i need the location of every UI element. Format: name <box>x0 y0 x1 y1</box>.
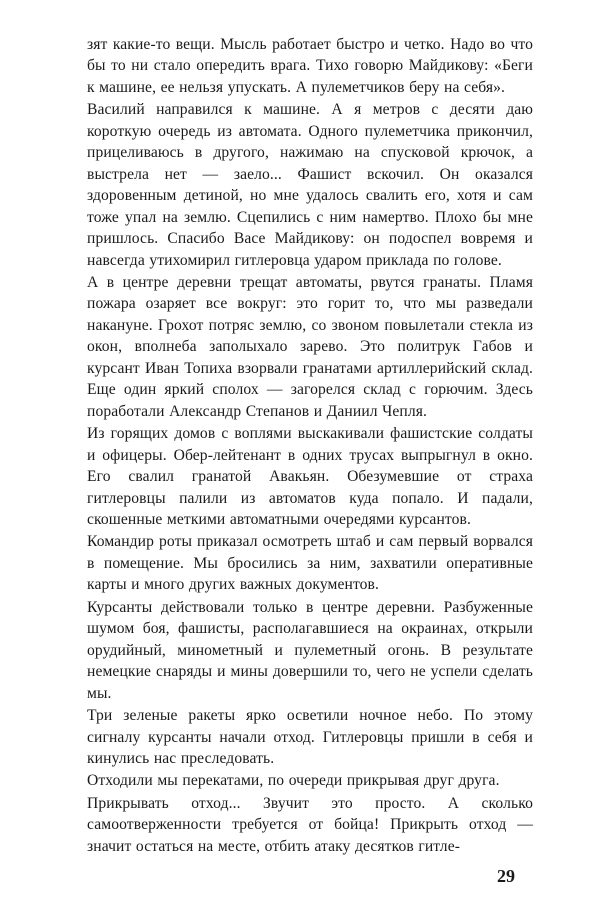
paragraph: Василий направился к машине. А я метров с десяти даю короткую очередь из автомата. Одного пулеметчика прикончил, прицеливаюсь в другого, нажимаю на спусковой крючок, а выстрела нет — заело... Фашист вскочил. Он оказался здоровенным детиной, но мне удалось свалить его, хотя и сам тоже упал на землю. Сцепились с ним намертво. Плохо бы мне пришлось. Спасибо Васе Майдикову: он подоспел вовремя и навсегда утихомирил гитлеровца ударом приклада по голове. <box>87 101 533 269</box>
paragraph: Курсанты действовали только в центре деревни. Разбуженные шумом боя, фашисты, располагавшиеся на окраинах, открыли орудийный, минометный и пулеметный огонь. В результате немецкие снаряды и мины довершили то, чего не успели сделать мы. <box>87 598 533 702</box>
page-number: 29 <box>497 866 515 886</box>
paragraph: Прикрывать отход... Звучит это просто. А сколько самоотверженности требуется от бойца! Прикрыть отход — значит остаться на месте, отбить атаку десятков гитле- <box>87 794 533 855</box>
paragraph: Три зеленые ракеты ярко осветили ночное небо. По этому сигналу курсанты начали отход. Гитлеровцы пришли в себя и кинулись нас преследовать. <box>87 707 533 767</box>
paragraph: Из горящих домов с воплями выскакивали фашистские солдаты и офицеры. Обер-лейтенант в одних трусах выпрыгнул в окно. Его свалил гранатой Авакьян. Обезумевшие от страха гитлеровцы палили из автоматов куда попало. И падали, скошенные меткими автоматными очередями курсантов. <box>87 425 533 528</box>
page-body <box>87 34 533 858</box>
paragraph: Командир роты приказал осмотреть штаб и сам первый ворвался в помещение. Мы бросились за ним, захватили оперативные карты и много других важных документов. <box>87 533 533 594</box>
paragraph: Отходили мы перекатами, по очереди прикрывая друг друга. <box>87 772 500 790</box>
paragraph: А в центре деревни трещат автоматы, рвутся гранаты. Пламя пожара озаряет все вокруг: это горит то, что мы разведали накануне. Грохот потряс землю, со звоном повылетали стекла из окон, вполнеба заполыхало зарево. Это политрук Габов и курсант Иван Топиха взорвали гранатами артиллерийский склад. Еще один яркий сполох — загорелся склад с горючим. Здесь поработали Александр Степанов и Даниил Чепля. <box>87 273 533 420</box>
paragraph: зят какие-то вещи. Мысль работает быстро и четко. Надо во что бы то ни стало опередить врага. Тихо говорю Майдикову: «Беги к машине, ее нельзя упускать. А пулеметчиков беру на себя». <box>87 36 533 96</box>
